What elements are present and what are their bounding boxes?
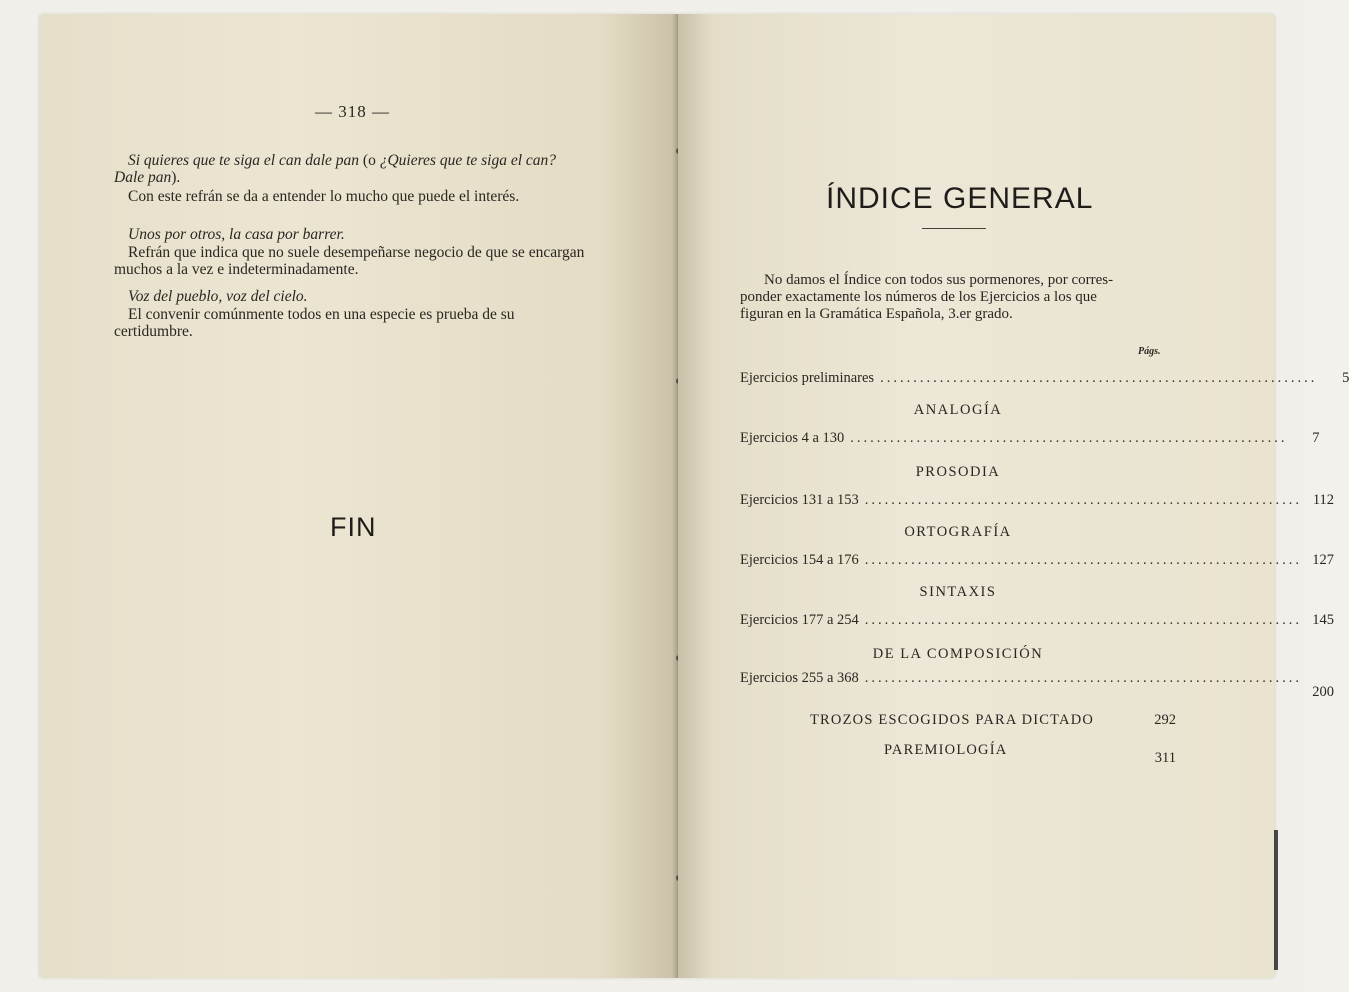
proverb-saying: Voz del pueblo, voz del cielo.	[128, 288, 308, 305]
toc-entry-page: 7	[1312, 430, 1320, 446]
toc-entry-page: 5	[1342, 370, 1349, 386]
toc-section-heading: ANALOGÍA	[913, 402, 1003, 418]
toc-section-heading: SINTAXIS	[919, 584, 997, 600]
proverb-saying: Unos por otros, la casa por barrer.	[128, 226, 345, 243]
proverb-explanation: Refrán que indica que no suele desempeñarse negocio de que se encargan muchos a la vez e indeterminadamente.	[114, 244, 585, 278]
toc-special-page: 292	[1154, 712, 1176, 728]
pages-column-label: Págs.	[1138, 346, 1161, 357]
toc-entry-label: Ejercicios preliminares	[740, 370, 875, 386]
toc-leader-dots: ..................................................................	[864, 612, 1303, 628]
page-number: — 318 —	[315, 102, 390, 121]
intro-line: No damos el Índice con todos sus pormenores, por corres-	[764, 272, 1114, 288]
toc-special-label: PAREMIOLOGÍA	[884, 742, 1008, 758]
toc-entry-page: 127	[1312, 552, 1335, 568]
toc-section-heading: DE LA COMPOSICIÓN	[872, 646, 1044, 662]
intro-line: ponder exactamente los números de los Ejercicios a los que	[740, 289, 1097, 305]
proverb-paren-close: ).	[171, 169, 181, 186]
toc-entry	[740, 670, 1335, 700]
toc-entry-label: Ejercicios 131 a 153	[740, 492, 859, 508]
toc-leader-dots: ..................................................................	[880, 370, 1318, 386]
toc-section-heading: PROSODIA	[915, 464, 1001, 480]
toc-special-page: 311	[1154, 750, 1176, 766]
toc-entry	[740, 612, 1335, 630]
proverb-entry	[114, 226, 586, 278]
toc-leader-dots: ..................................................................	[864, 552, 1303, 568]
toc-entry-label: Ejercicios 177 a 254	[740, 612, 859, 628]
toc-entry-label: Ejercicios 255 a 368	[740, 670, 859, 686]
right-page	[678, 14, 1349, 978]
toc-special-label: TROZOS ESCOGIDOS PARA DICTADO	[810, 712, 1095, 728]
title-rule	[922, 228, 986, 229]
toc-special-entry	[740, 712, 1176, 732]
proverb-explanation: Con este refrán se da a entender lo mucho que puede el interés.	[128, 188, 520, 205]
toc-entry-label: Ejercicios 4 a 130	[740, 430, 845, 446]
left-page	[40, 14, 678, 978]
index-title: ÍNDICE GENERAL	[826, 182, 1094, 215]
fin-heading: FIN	[330, 512, 377, 542]
toc-entry	[740, 552, 1335, 570]
proverb-entry	[114, 152, 586, 205]
toc-section-heading: ORTOGRAFÍA	[904, 524, 1012, 540]
toc-entry-label: Ejercicios 154 a 176	[740, 552, 859, 568]
toc-entry-page: 200	[1312, 684, 1335, 700]
proverb-explanation: El convenir comúnmente todos en una especie es prueba de su certidumbre.	[114, 306, 515, 340]
toc-entry-page: 112	[1312, 492, 1335, 508]
proverb-variant: ¿Quieres que te siga el can? Dale pan	[114, 152, 557, 186]
proverb-paren-open: (o	[359, 152, 380, 169]
proverb-saying: Si quieres que te siga el can dale pan	[128, 152, 360, 169]
toc-entry-page: 145	[1312, 612, 1335, 628]
toc-leader-dots: ..................................................................	[850, 430, 1288, 446]
proverb-entry	[114, 288, 586, 340]
toc-entry	[740, 430, 1320, 448]
toc-special-entry	[740, 742, 1176, 766]
toc-leader-dots: ..................................................................	[864, 670, 1303, 686]
toc-entry	[740, 370, 1349, 388]
toc-leader-dots: ..................................................................	[864, 492, 1303, 508]
index-intro	[740, 272, 1180, 323]
toc-entry	[740, 492, 1335, 510]
intro-line: figuran en la Gramática Española, 3.er grado.	[740, 306, 1013, 322]
